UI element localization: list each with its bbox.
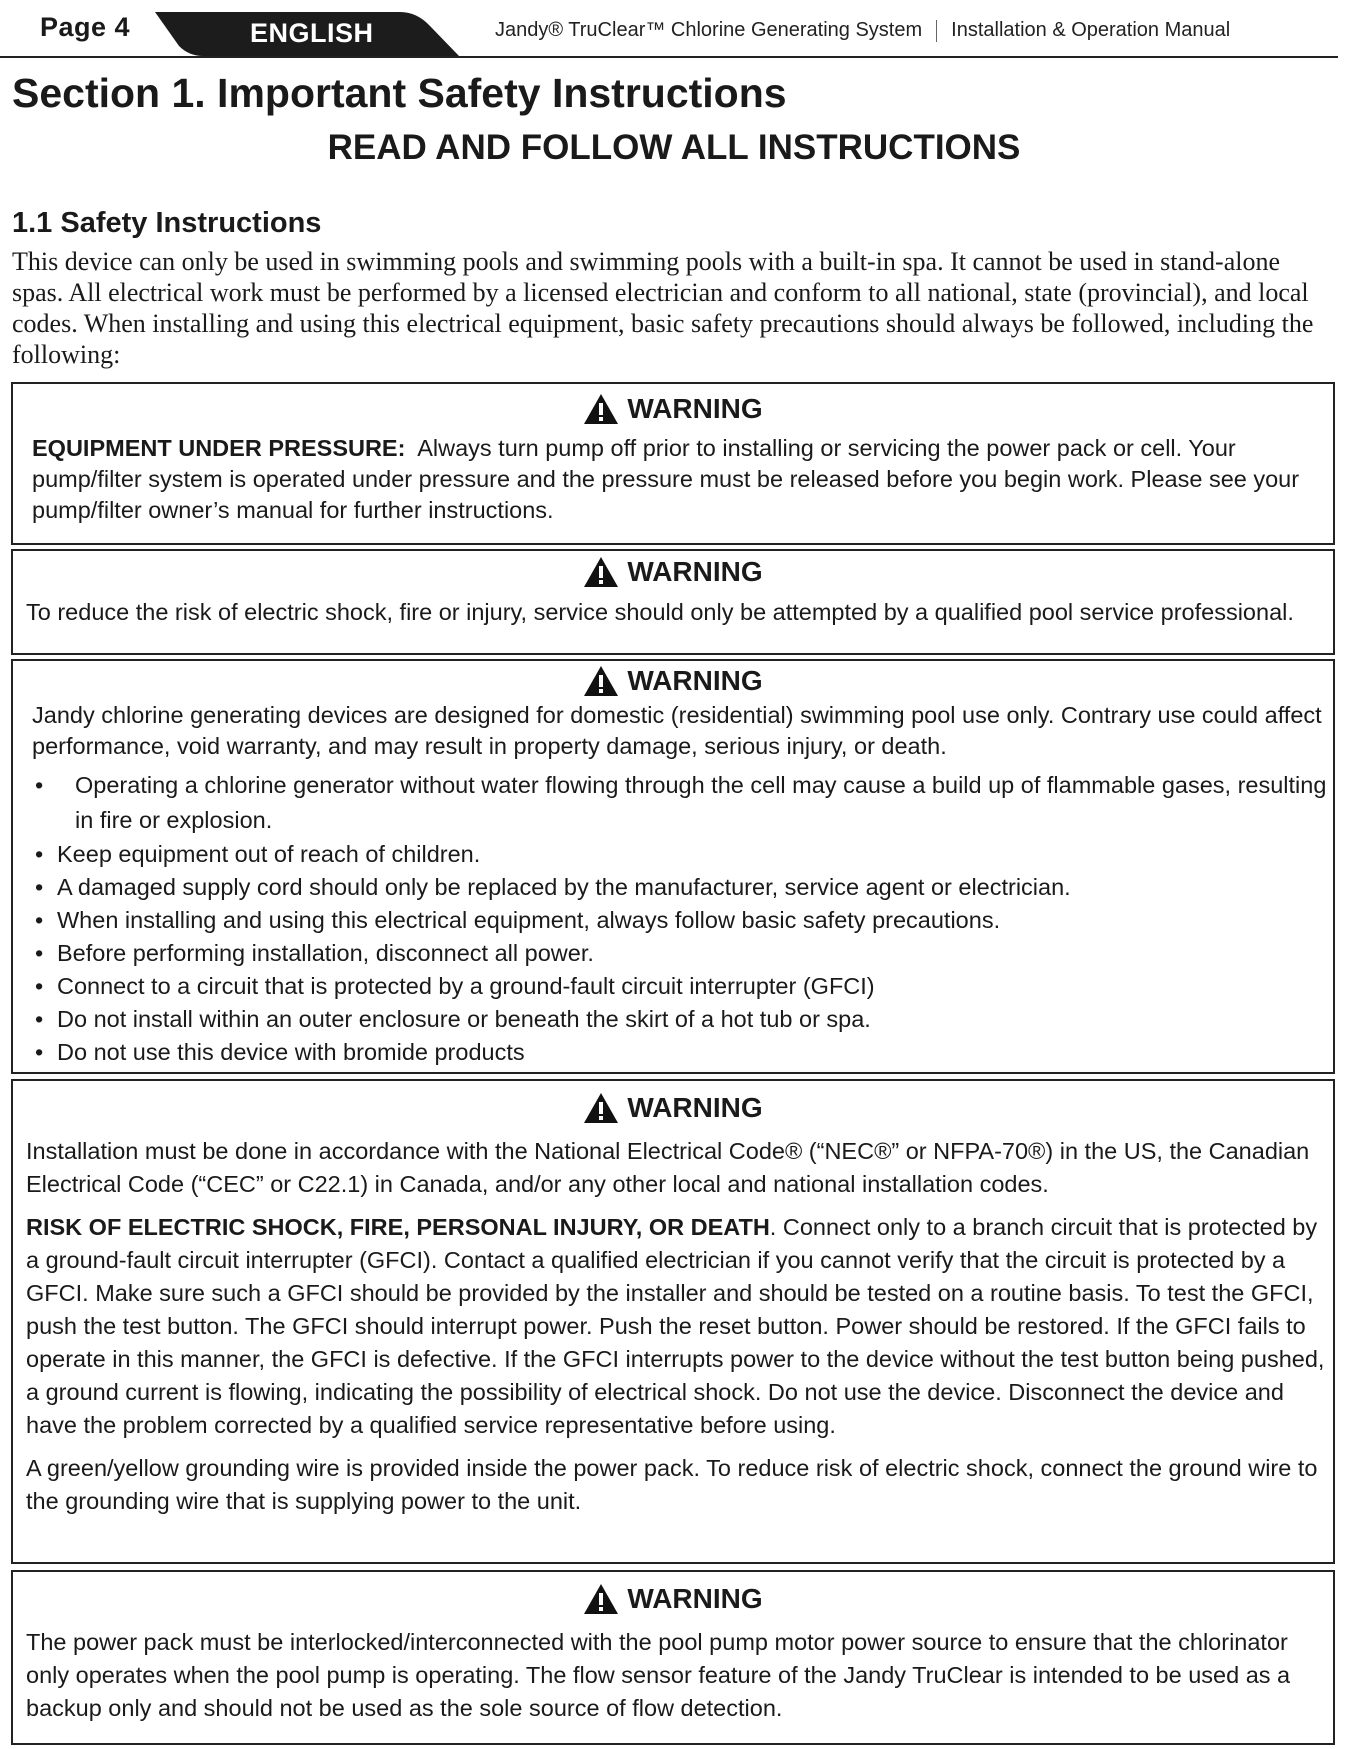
warning-bullet-list	[13, 768, 1333, 1069]
list-item: • Keep equipment out of reach of children.	[13, 838, 1333, 871]
list-item: • Connect to a circuit that is protected by a ground-fault circuit interrupter (GFCI)	[13, 970, 1333, 1003]
warning-text	[32, 433, 1333, 526]
header-divider	[936, 20, 937, 42]
list-item: • Do not use this device with bromide products	[13, 1036, 1333, 1069]
warning-lead: EQUIPMENT UNDER PRESSURE:	[32, 435, 406, 461]
warning-heading	[13, 555, 1333, 589]
header-title	[495, 19, 1230, 42]
page-header	[0, 0, 1348, 60]
warning-text: To reduce the risk of electric shock, fire or injury, service should only be attempted by a qualified pool service professional.	[26, 599, 1294, 625]
warning-triangle-icon	[583, 393, 619, 425]
subsection-intro: This device can only be used in swimming pools and swimming pools with a built-in spa. It cannot be used in stand-alone spas. All electrical work must be performed by a licensed electrician and conform to all national, state (provincial), and local codes. When installing and using this electrical equipment, basic safety precautions should always be followed, including the following:	[12, 247, 1314, 369]
warning-heading	[13, 1582, 1333, 1616]
header-rule	[0, 56, 1338, 58]
warning-box-interlock	[11, 1570, 1335, 1745]
warning-heading	[13, 664, 1333, 698]
warning-text-gfci	[26, 1211, 1333, 1442]
warning-box-pressure	[11, 382, 1335, 545]
warning-triangle-icon	[583, 665, 619, 697]
warning-text-codes: Installation must be done in accordance with the National Electrical Code® (“NEC®” or NFPA-70®) in the US, the Canadian Electrical Code (“CEC” or C22.1) in Canada, and/or any other local and national installation codes.	[26, 1138, 1310, 1197]
warning-box-usage	[11, 659, 1335, 1074]
product-line: Jandy® TruClear™ Chlorine Generating System	[495, 19, 923, 41]
section-title: Section 1. Important Safety Instructions	[12, 70, 787, 116]
language-label: ENGLISH	[250, 18, 374, 48]
list-item: • When installing and using this electrical equipment, always follow basic safety precautions.	[13, 904, 1333, 937]
warning-triangle-icon	[583, 1092, 619, 1124]
warning-body: . Connect only to a branch circuit that is protected by a ground-fault circuit interrupter (GFCI). Contact a qualified electrician if you cannot verify that the circuit is protected by a GFCI. Make sure such a GFCI should be provided by the installer and should be tested on a routine basis. To test the GFCI, push the test button. The GFCI should interrupt power. Push the reset button. Power should be restored. If the GFCI fails to operate in this manner, the GFCI is defective. If the GFCI interrupts power to the device without the test button being pushed, a ground current is flowing, indicating the possibility of electrical shock. Do not use the device. Disconnect the device and have the problem corrected by a qualified service representative before using.	[26, 1214, 1325, 1438]
manual-type: Installation & Operation Manual	[951, 19, 1231, 41]
section-subtitle: READ AND FOLLOW ALL INSTRUCTIONS	[327, 128, 1021, 167]
warning-box-service	[11, 549, 1335, 655]
list-item: • Do not install within an outer enclosure or beneath the skirt of a hot tub or spa.	[13, 1003, 1333, 1036]
warning-label: WARNING	[627, 1583, 763, 1614]
warning-text-ground: A green/yellow grounding wire is provided inside the power pack. To reduce risk of electric shock, connect the ground wire to the grounding wire that is supplying power to the unit.	[26, 1455, 1318, 1514]
warning-label: WARNING	[627, 393, 763, 424]
warning-box-electrical	[11, 1079, 1335, 1564]
page-number: Page 4	[40, 12, 131, 42]
subsection-title: 1.1 Safety Instructions	[12, 207, 322, 239]
warning-heading	[13, 392, 1333, 426]
warning-body: Always turn pump off prior to installing or servicing the power pack or cell. Your pump/filter system is operated under pressure and the pressure must be released before you begin work. Please see your pump/filter owner’s manual for further instructions.	[32, 435, 1300, 523]
warning-triangle-icon	[583, 556, 619, 588]
warning-triangle-icon	[583, 1583, 619, 1615]
warning-text: The power pack must be interlocked/interconnected with the pool pump motor power source to ensure that the chlorinator only operates when the pool pump is operating. The flow sensor feature of the Jandy TruClear is intended to be used as a backup only and should not be used as the sole source of flow detection.	[26, 1629, 1291, 1721]
warning-text: Jandy chlorine generating devices are designed for domestic (residential) swimming pool use only. Contrary use could affect performance, void warranty, and may result in property damage, serious injury, or death.	[32, 702, 1322, 759]
warning-lead: RISK OF ELECTRIC SHOCK, FIRE, PERSONAL INJURY, OR DEATH	[26, 1214, 770, 1240]
warning-label: WARNING	[627, 1092, 763, 1123]
list-item: • Operating a chlorine generator without water flowing through the cell may cause a build up of flammable gases, resulting in fire or explosion.	[13, 768, 1333, 838]
language-tab	[155, 12, 465, 58]
list-item: • A damaged supply cord should only be replaced by the manufacturer, service agent or electrician.	[13, 871, 1333, 904]
list-item: • Before performing installation, disconnect all power.	[13, 937, 1333, 970]
warning-label: WARNING	[627, 556, 763, 587]
warning-heading	[13, 1091, 1333, 1125]
warning-label: WARNING	[627, 665, 763, 696]
